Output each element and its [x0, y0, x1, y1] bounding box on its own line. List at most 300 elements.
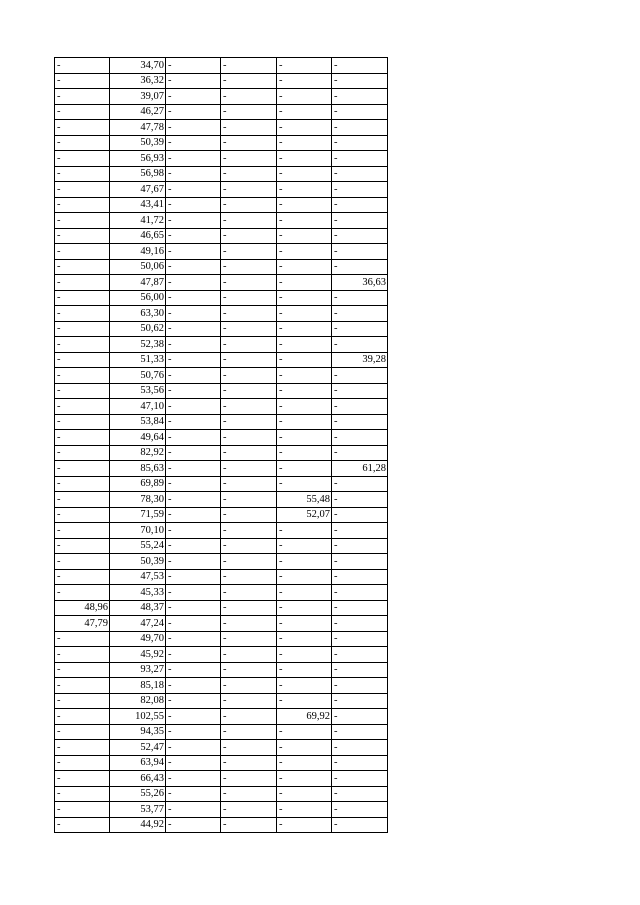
table-cell: - [332, 120, 388, 136]
table-cell: - [166, 89, 221, 105]
table-cell: - [277, 631, 332, 647]
table-cell: 53,56 [110, 383, 166, 399]
table-row [55, 461, 388, 477]
table-cell: - [166, 817, 221, 833]
table-cell: - [332, 538, 388, 554]
table-cell: - [55, 244, 110, 260]
table-cell: - [166, 554, 221, 570]
table-row [55, 259, 388, 275]
table-cell: 55,24 [110, 538, 166, 554]
table-cell: 39,28 [332, 352, 388, 368]
table-cell: - [221, 337, 277, 353]
table-cell: - [277, 817, 332, 833]
table-cell: - [277, 445, 332, 461]
table-row [55, 58, 388, 74]
table-cell: - [55, 492, 110, 508]
table-cell: - [277, 383, 332, 399]
table-row [55, 213, 388, 229]
table-cell: - [277, 104, 332, 120]
table-cell: - [277, 476, 332, 492]
table-cell: - [277, 554, 332, 570]
table-cell: - [166, 120, 221, 136]
table-cell: - [55, 740, 110, 756]
table-cell: - [332, 89, 388, 105]
table-cell: - [332, 445, 388, 461]
table-cell: - [221, 492, 277, 508]
table-cell: - [221, 786, 277, 802]
table-cell: 47,79 [55, 616, 110, 632]
table-cell: - [166, 740, 221, 756]
table-row [55, 383, 388, 399]
table-cell: - [332, 290, 388, 306]
table-cell: - [221, 771, 277, 787]
table-cell: - [332, 430, 388, 446]
table-cell: - [166, 383, 221, 399]
table-cell: - [166, 600, 221, 616]
table-cell: - [332, 693, 388, 709]
table-cell: - [55, 337, 110, 353]
table-cell: 82,92 [110, 445, 166, 461]
table-cell: - [55, 507, 110, 523]
table-cell: - [332, 414, 388, 430]
table-cell: 56,00 [110, 290, 166, 306]
table-row [55, 430, 388, 446]
table-cell: - [55, 73, 110, 89]
table-cell: 102,55 [110, 709, 166, 725]
table-cell: 52,38 [110, 337, 166, 353]
table-cell: 47,24 [110, 616, 166, 632]
table-cell: - [332, 755, 388, 771]
table-cell: 78,30 [110, 492, 166, 508]
table-cell: - [166, 213, 221, 229]
table-row [55, 337, 388, 353]
table-cell: - [221, 58, 277, 74]
table-cell: - [166, 306, 221, 322]
table-cell: 49,16 [110, 244, 166, 260]
table-cell: - [332, 771, 388, 787]
table-cell: - [332, 368, 388, 384]
table-row [55, 445, 388, 461]
table-cell: - [277, 802, 332, 818]
table-cell: - [166, 538, 221, 554]
table-row [55, 585, 388, 601]
table-cell: - [332, 337, 388, 353]
table-cell: - [332, 383, 388, 399]
table-cell: - [55, 151, 110, 167]
table-cell: - [221, 151, 277, 167]
table-cell: - [277, 461, 332, 477]
table-cell: - [221, 709, 277, 725]
table-cell: - [277, 182, 332, 198]
table-cell: - [166, 678, 221, 694]
table-cell: - [221, 182, 277, 198]
table-cell: - [166, 182, 221, 198]
table-cell: - [55, 352, 110, 368]
table-row [55, 507, 388, 523]
table-cell: - [221, 430, 277, 446]
table-cell: - [166, 166, 221, 182]
table-cell: - [166, 709, 221, 725]
table-row [55, 523, 388, 539]
table-cell: 50,62 [110, 321, 166, 337]
table-cell: 56,93 [110, 151, 166, 167]
table-cell: - [55, 120, 110, 136]
table-cell: 70,10 [110, 523, 166, 539]
table-cell: 46,65 [110, 228, 166, 244]
table-row [55, 120, 388, 136]
table-cell: - [277, 151, 332, 167]
table-cell: - [221, 259, 277, 275]
table-cell: - [277, 337, 332, 353]
table-cell: - [332, 104, 388, 120]
table-row [55, 740, 388, 756]
table-cell: - [55, 538, 110, 554]
table-cell: - [277, 430, 332, 446]
table-cell: - [332, 321, 388, 337]
table-cell: - [55, 368, 110, 384]
table-row [55, 89, 388, 105]
table-cell: - [55, 275, 110, 291]
table-cell: - [277, 89, 332, 105]
table-cell: - [332, 647, 388, 663]
table-row [55, 492, 388, 508]
table-cell: - [166, 414, 221, 430]
table-row [55, 368, 388, 384]
table-cell: - [55, 290, 110, 306]
table-cell: - [221, 817, 277, 833]
table-cell: - [55, 709, 110, 725]
table-cell: - [332, 724, 388, 740]
table-cell: - [55, 693, 110, 709]
table-cell: - [166, 461, 221, 477]
table-cell: 61,28 [332, 461, 388, 477]
table-cell: - [332, 492, 388, 508]
table-cell: - [55, 523, 110, 539]
table-row [55, 228, 388, 244]
table-cell: - [166, 662, 221, 678]
table-cell: - [55, 306, 110, 322]
table-cell: - [55, 554, 110, 570]
table-cell: - [166, 631, 221, 647]
table-cell: - [221, 89, 277, 105]
table-cell: 56,98 [110, 166, 166, 182]
table-cell: 47,78 [110, 120, 166, 136]
table-cell: - [55, 817, 110, 833]
table-cell: - [332, 507, 388, 523]
table-cell: - [166, 445, 221, 461]
table-cell: - [277, 569, 332, 585]
table-row [55, 569, 388, 585]
table-cell: - [55, 755, 110, 771]
table-cell: - [221, 662, 277, 678]
table-cell: - [332, 213, 388, 229]
table-cell: - [55, 104, 110, 120]
table-row [55, 197, 388, 213]
table-row [55, 104, 388, 120]
table-cell: - [55, 631, 110, 647]
table-cell: - [277, 786, 332, 802]
table-row [55, 724, 388, 740]
table-cell: 94,35 [110, 724, 166, 740]
table-cell: - [55, 476, 110, 492]
table-cell: - [332, 399, 388, 415]
table-cell: - [332, 182, 388, 198]
table-cell: 55,48 [277, 492, 332, 508]
table-cell: - [277, 693, 332, 709]
table-row [55, 786, 388, 802]
table-cell: - [277, 213, 332, 229]
table-cell: - [166, 507, 221, 523]
table-cell: 53,84 [110, 414, 166, 430]
table-cell: - [332, 817, 388, 833]
table-cell: - [332, 523, 388, 539]
table-cell: - [277, 58, 332, 74]
table-cell: - [221, 523, 277, 539]
table-cell: - [332, 244, 388, 260]
table-cell: - [166, 244, 221, 260]
table-cell: 39,07 [110, 89, 166, 105]
table-cell: - [332, 554, 388, 570]
table-cell: - [277, 771, 332, 787]
table-cell: - [166, 569, 221, 585]
table-body [55, 58, 388, 833]
table-cell: - [55, 724, 110, 740]
table-cell: - [166, 476, 221, 492]
table-cell: - [277, 585, 332, 601]
table-row [55, 693, 388, 709]
table-cell: 55,26 [110, 786, 166, 802]
table-row [55, 802, 388, 818]
table-cell: 45,92 [110, 647, 166, 663]
table-cell: - [332, 802, 388, 818]
table-cell: 49,64 [110, 430, 166, 446]
table-cell: - [221, 445, 277, 461]
table-cell: - [166, 275, 221, 291]
table-cell: - [332, 58, 388, 74]
table-cell: 52,07 [277, 507, 332, 523]
table-cell: - [55, 89, 110, 105]
table-cell: - [166, 290, 221, 306]
table-cell: - [221, 461, 277, 477]
table-row [55, 290, 388, 306]
table-cell: 34,70 [110, 58, 166, 74]
table-row [55, 399, 388, 415]
table-cell: - [166, 647, 221, 663]
table-cell: - [221, 275, 277, 291]
table-cell: - [221, 166, 277, 182]
table-cell: - [166, 771, 221, 787]
table-cell: - [221, 616, 277, 632]
table-cell: 36,32 [110, 73, 166, 89]
table-cell: - [166, 73, 221, 89]
table-cell: - [332, 166, 388, 182]
table-cell: - [332, 585, 388, 601]
table-cell: - [277, 662, 332, 678]
table-row [55, 151, 388, 167]
table-cell: - [55, 662, 110, 678]
table-cell: - [221, 228, 277, 244]
table-row [55, 817, 388, 833]
table-cell: 50,06 [110, 259, 166, 275]
table-cell: - [55, 228, 110, 244]
table-cell: - [221, 678, 277, 694]
table-row [55, 414, 388, 430]
table-cell: - [332, 135, 388, 151]
table-cell: 50,76 [110, 368, 166, 384]
table-cell: 49,70 [110, 631, 166, 647]
table-row [55, 275, 388, 291]
table-cell: - [277, 275, 332, 291]
table-cell: - [277, 538, 332, 554]
table-cell: - [277, 290, 332, 306]
table-cell: 47,87 [110, 275, 166, 291]
table-cell: - [55, 430, 110, 446]
table-cell: - [55, 135, 110, 151]
table-cell: - [332, 569, 388, 585]
table-cell: - [332, 259, 388, 275]
table-row [55, 709, 388, 725]
table-cell: - [277, 352, 332, 368]
table-cell: - [166, 58, 221, 74]
table-cell: - [166, 352, 221, 368]
table-cell: - [221, 476, 277, 492]
table-cell: - [332, 228, 388, 244]
table-cell: - [332, 197, 388, 213]
table-cell: - [166, 197, 221, 213]
table-cell: - [277, 368, 332, 384]
table-cell: - [277, 600, 332, 616]
table-cell: - [221, 569, 277, 585]
table-cell: - [55, 58, 110, 74]
table-cell: - [221, 724, 277, 740]
table-cell: 66,43 [110, 771, 166, 787]
table-row [55, 306, 388, 322]
table-cell: - [55, 786, 110, 802]
table-cell: 50,39 [110, 135, 166, 151]
table-cell: - [332, 476, 388, 492]
table-cell: 53,77 [110, 802, 166, 818]
table-cell: - [332, 306, 388, 322]
table-cell: - [166, 693, 221, 709]
table-row [55, 135, 388, 151]
table-cell: - [277, 647, 332, 663]
table-cell: 48,37 [110, 600, 166, 616]
table-cell: - [332, 631, 388, 647]
table-cell: - [55, 802, 110, 818]
table-row [55, 244, 388, 260]
table-cell: - [221, 213, 277, 229]
table-row [55, 647, 388, 663]
table-cell: - [55, 166, 110, 182]
table-cell: - [166, 399, 221, 415]
table-cell: - [221, 135, 277, 151]
table-cell: - [221, 538, 277, 554]
table-cell: - [221, 306, 277, 322]
table-cell: - [277, 135, 332, 151]
table-cell: - [221, 197, 277, 213]
table-cell: - [55, 445, 110, 461]
table-cell: 69,92 [277, 709, 332, 725]
table-cell: 69,89 [110, 476, 166, 492]
table-cell: - [55, 414, 110, 430]
table-cell: - [332, 662, 388, 678]
table-cell: - [277, 197, 332, 213]
table-cell: - [221, 631, 277, 647]
table-cell: - [166, 430, 221, 446]
table-row [55, 554, 388, 570]
table-cell: 47,67 [110, 182, 166, 198]
table-cell: - [277, 244, 332, 260]
table-cell: - [277, 724, 332, 740]
table-cell: - [166, 585, 221, 601]
table-cell: - [332, 709, 388, 725]
table-cell: - [221, 647, 277, 663]
table-cell: 48,96 [55, 600, 110, 616]
table-cell: - [277, 259, 332, 275]
table-cell: - [55, 569, 110, 585]
table-cell: - [221, 383, 277, 399]
table-cell: - [277, 306, 332, 322]
table-row [55, 600, 388, 616]
table-cell: - [221, 755, 277, 771]
table-cell: - [221, 554, 277, 570]
table-cell: - [55, 197, 110, 213]
table-cell: - [166, 724, 221, 740]
table-cell: - [221, 352, 277, 368]
table-cell: 41,72 [110, 213, 166, 229]
table-cell: 51,33 [110, 352, 166, 368]
table-cell: - [55, 213, 110, 229]
table-cell: - [166, 786, 221, 802]
table-row [55, 616, 388, 632]
table-cell: - [166, 104, 221, 120]
table-row [55, 182, 388, 198]
table-cell: - [55, 647, 110, 663]
table-cell: - [332, 740, 388, 756]
data-table [54, 57, 388, 833]
table-cell: - [277, 755, 332, 771]
table-cell: - [277, 616, 332, 632]
table-cell: - [332, 616, 388, 632]
table-cell: - [221, 585, 277, 601]
table-cell: - [55, 182, 110, 198]
table-cell: - [277, 740, 332, 756]
table-row [55, 73, 388, 89]
table-cell: - [55, 771, 110, 787]
table-cell: - [221, 693, 277, 709]
table-cell: - [55, 461, 110, 477]
table-cell: - [332, 786, 388, 802]
table-cell: - [221, 802, 277, 818]
table-cell: 85,18 [110, 678, 166, 694]
table-cell: - [277, 73, 332, 89]
table-cell: - [277, 228, 332, 244]
table-cell: - [221, 740, 277, 756]
table-cell: - [221, 104, 277, 120]
table-row [55, 771, 388, 787]
table-cell: - [221, 244, 277, 260]
table-cell: 63,94 [110, 755, 166, 771]
table-cell: 85,63 [110, 461, 166, 477]
table-cell: - [221, 120, 277, 136]
table-cell: - [221, 321, 277, 337]
table-cell: - [166, 151, 221, 167]
table-cell: 46,27 [110, 104, 166, 120]
table-cell: - [166, 523, 221, 539]
table-cell: - [332, 73, 388, 89]
table-cell: - [332, 678, 388, 694]
table-cell: - [332, 151, 388, 167]
